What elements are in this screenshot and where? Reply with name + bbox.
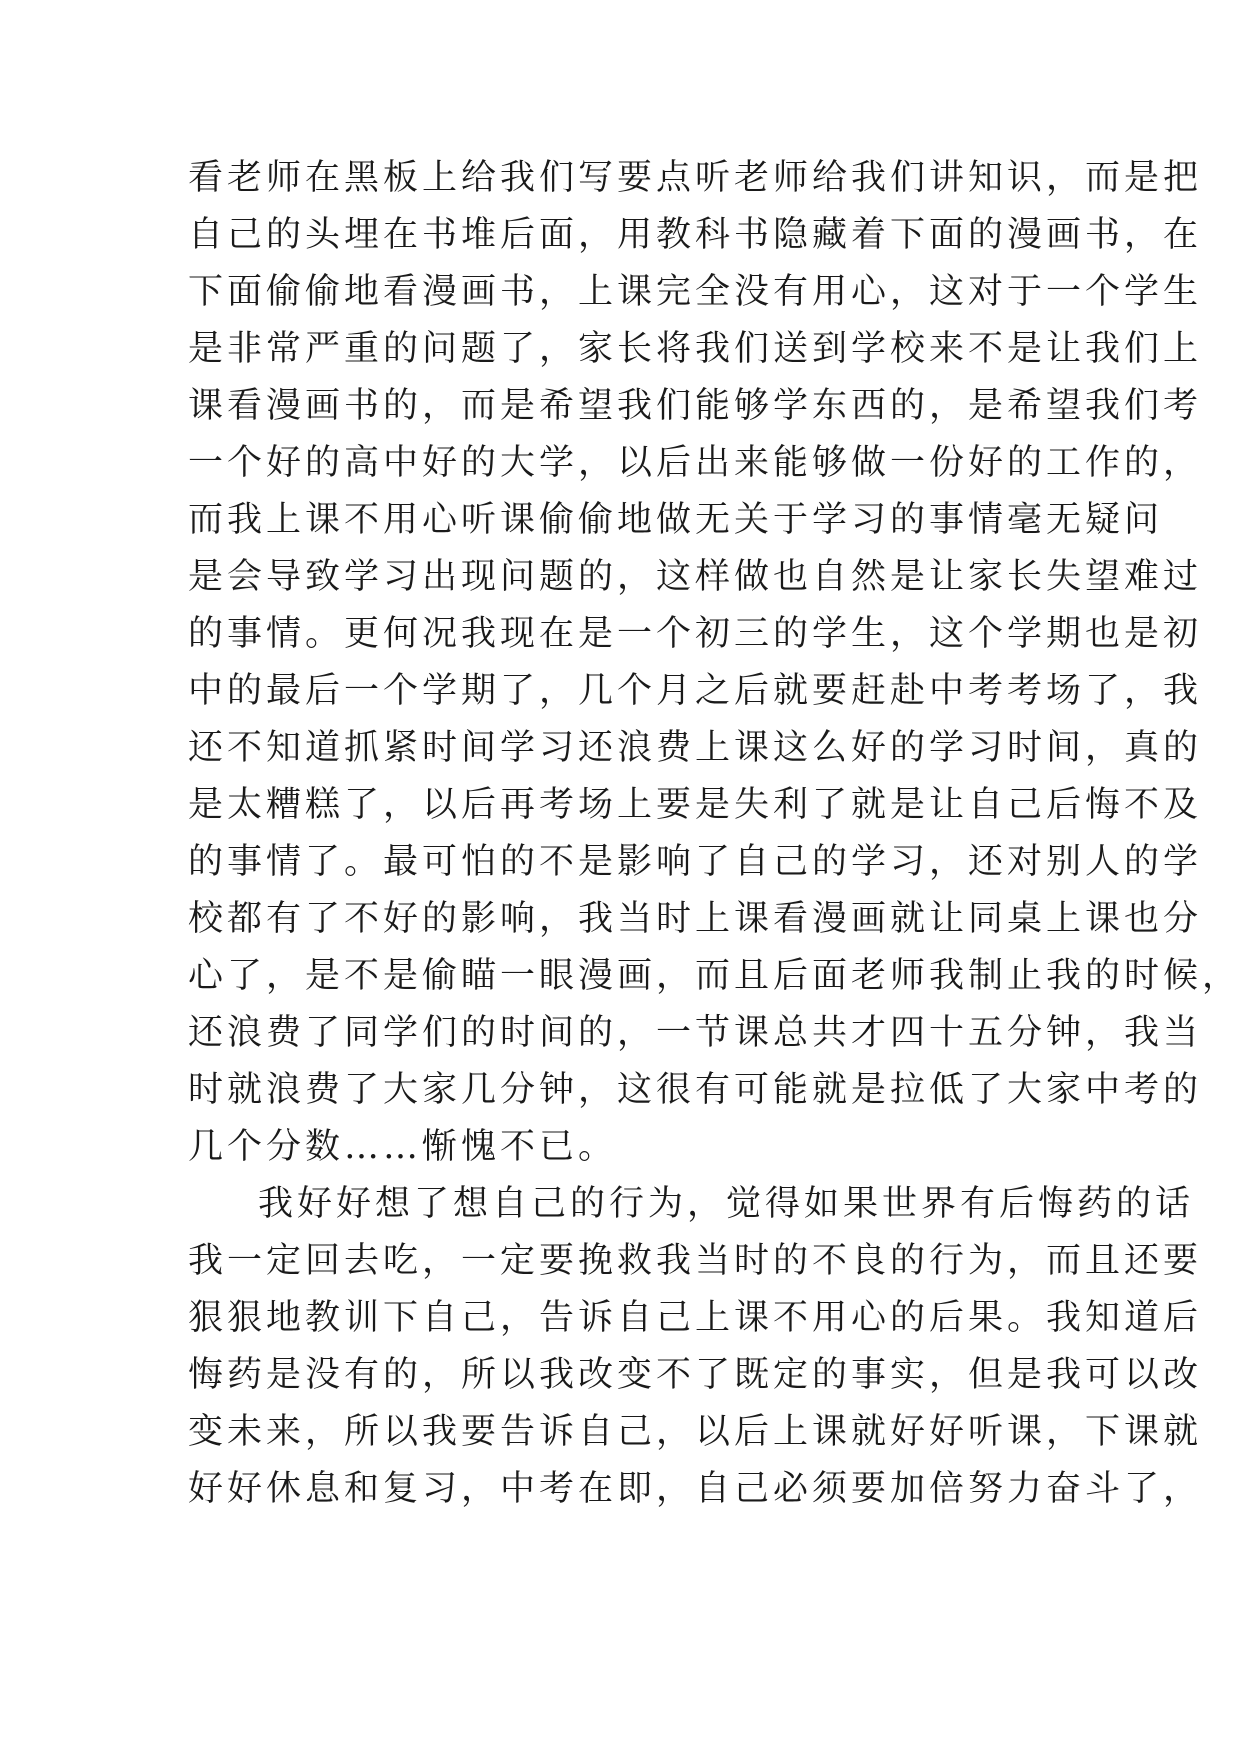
text-line: 的事情了。最可怕的不是影响了自己的学习，还对别人的学: [188, 842, 1203, 882]
text-line: 而我上课不用心听课偷偷地做无关于学习的事情毫无疑问: [188, 500, 1164, 540]
text-line: 狠狠地教训下自己，告诉自己上课不用心的后果。我知道后: [188, 1298, 1203, 1338]
text-line: 一个好的高中好的大学，以后出来能够做一份好的工作的，: [188, 443, 1203, 483]
text-line: 看老师在黑板上给我们写要点听老师给我们讲知识，而是把: [188, 158, 1203, 198]
text-line-paragraph-start: 我好好想了想自己的行为，觉得如果世界有后悔药的话: [258, 1184, 1195, 1224]
text-line: 下面偷偷地看漫画书，上课完全没有用心，这对于一个学生: [188, 272, 1203, 312]
text-line: 时就浪费了大家几分钟，这很有可能就是拉低了大家中考的: [188, 1070, 1203, 1110]
text-line: 校都有了不好的影响，我当时上课看漫画就让同桌上课也分: [188, 899, 1203, 939]
text-line: 心了，是不是偷瞄一眼漫画，而且后面老师我制止我的时候，: [188, 956, 1241, 996]
text-line: 还浪费了同学们的时间的，一节课总共才四十五分钟，我当: [188, 1013, 1203, 1053]
text-line: 自己的头埋在书堆后面，用教科书隐藏着下面的漫画书，在: [188, 215, 1203, 255]
text-line: 是太糟糕了，以后再考场上要是失利了就是让自己后悔不及: [188, 785, 1203, 825]
text-line: 好好休息和复习，中考在即，自己必须要加倍努力奋斗了，: [188, 1469, 1203, 1509]
body-text: [188, 150, 1241, 1518]
text-line-paragraph-end: 几个分数……惭愧不已。: [188, 1127, 618, 1167]
text-line: 的事情。更何况我现在是一个初三的学生，这个学期也是初: [188, 614, 1203, 654]
text-line: 中的最后一个学期了，几个月之后就要赶赴中考考场了，我: [188, 671, 1203, 711]
text-line: 悔药是没有的，所以我改变不了既定的事实，但是我可以改: [188, 1355, 1203, 1395]
text-line: 变未来，所以我要告诉自己，以后上课就好好听课，下课就: [188, 1412, 1203, 1452]
text-line: 我一定回去吃，一定要挽救我当时的不良的行为，而且还要: [188, 1241, 1203, 1281]
text-line: 是会导致学习出现问题的，这样做也自然是让家长失望难过: [188, 557, 1203, 597]
text-line: 还不知道抓紧时间学习还浪费上课这么好的学习时间，真的: [188, 728, 1203, 768]
text-line: 课看漫画书的，而是希望我们能够学东西的，是希望我们考: [188, 386, 1203, 426]
text-line: 是非常严重的问题了，家长将我们送到学校来不是让我们上: [188, 329, 1203, 369]
